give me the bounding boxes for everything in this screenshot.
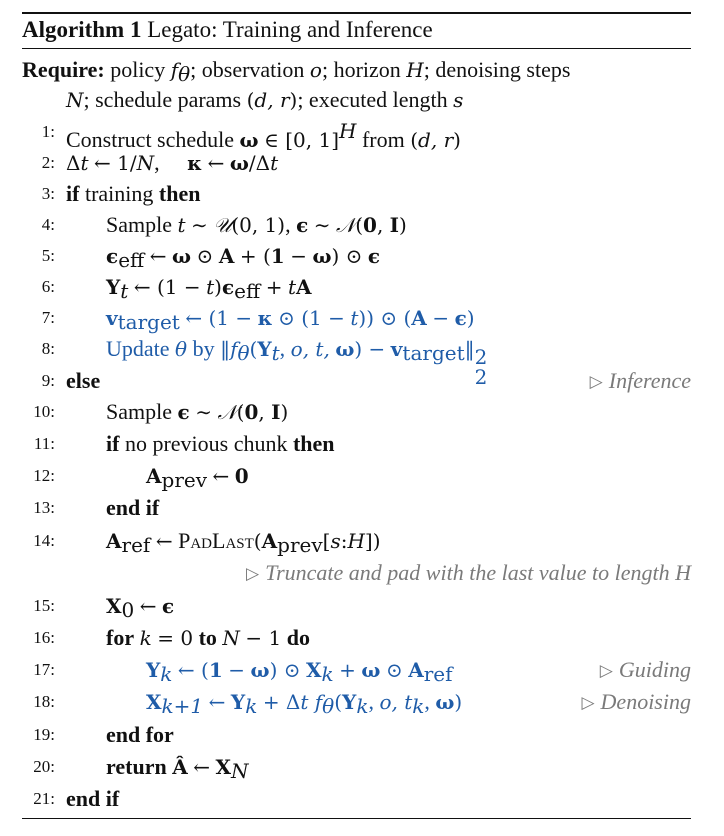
line-number: 19: [33, 725, 55, 744]
line-number: 9: [41, 371, 55, 390]
title-rule [22, 48, 691, 49]
bottom-rule [22, 818, 691, 819]
comment: ▷ Truncate and pad with the last value to length H [246, 560, 691, 585]
require-text: policy [110, 57, 166, 82]
algo-line-16: 16: for k = 0 to N − 1 do [22, 622, 691, 653]
algo-line-20: 20: return Â ← $X_N$ [22, 751, 691, 782]
keyword-end-if: end if [66, 786, 120, 811]
algo-line-1: 1: Construct schedule ω ∈ [0, 1]$^H$ from (d, r) [22, 116, 691, 147]
line-text: no previous chunk [124, 431, 288, 456]
line-number: 6: [41, 277, 55, 296]
line-number: 21: [33, 789, 55, 808]
algo-line-15: 15: $X_0$ ← ϵ [22, 590, 691, 621]
line-text: Construct schedule [66, 127, 235, 152]
line-number: 15: [33, 596, 55, 615]
algorithm-label: Algorithm 1 [22, 17, 142, 42]
comment: ▷ Denoising [581, 689, 691, 714]
keyword-end-if: end if [106, 495, 160, 520]
line-number: 4: [41, 215, 55, 234]
algo-line-8: 8: Update θ by $‖f_\theta(Y_t$, o, t, $\omega) - v_{target}‖$ 2 2 [22, 333, 691, 364]
line-number: 12: [33, 466, 55, 485]
algo-line-18: 18: $X_{k+1}$ ← $Y_k + \Delta t$ $f_\theta(Y_k$, o, $t_k$, ω) ▷ Denoising [22, 686, 691, 717]
algo-line-14-comment [22, 557, 691, 588]
keyword-if: if [66, 181, 80, 206]
algo-line-4: 4: Sample t ∼ 𝒰(0, 1), ϵ ∼ 𝒩(0, I) [22, 209, 691, 240]
line-number: 11: [33, 434, 55, 453]
algo-line-19 [22, 719, 691, 750]
require-line-1: Require: policy $f_\theta$; observation o; horizon H; denoising steps [22, 57, 571, 86]
keyword-do: do [286, 625, 310, 650]
keyword-to: to [198, 625, 217, 650]
algorithm-block [22, 12, 691, 811]
require-text: ; schedule params [83, 87, 242, 112]
algo-line-6: 6: $Y_t$ ← $(1 - t)\epsilon_{eff}$ + tA [22, 271, 691, 302]
algo-line-5: 5: $\epsilon_{eff}$ ← ω ⊙ A + (1 − ω) ⊙ ϵ [22, 240, 691, 271]
algo-line-21 [22, 783, 691, 814]
line-number: 2: [41, 153, 55, 172]
line-number: 3: [41, 184, 55, 203]
comment: ▷ Inference [589, 368, 691, 393]
comment: ▷ Guiding [599, 657, 691, 682]
keyword-return: return [106, 754, 167, 779]
algo-line-13 [22, 492, 691, 523]
line-number: 5: [41, 246, 55, 265]
keyword-then: then [292, 431, 335, 456]
algorithm-name: Legato: Training and Inference [147, 17, 433, 42]
algorithm-title [22, 14, 691, 44]
algo-line-7: 7: $v_{target}$ ← (1 − κ ⊙ (1 − t)) ⊙ (A − ϵ) [22, 302, 691, 333]
function-name: PadLast [178, 528, 254, 553]
require-keyword: Require: [22, 57, 105, 82]
line-number: 8: [41, 339, 55, 358]
triangle-icon: ▷ [599, 661, 613, 680]
require-text: ; denoising steps [423, 57, 571, 82]
keyword-end-for: end for [106, 722, 174, 747]
algo-line-2: 2: Δt ← 1/N, κ ← ω/Δt [22, 147, 691, 178]
algo-line-17: 17: $Y_k$ ← (1 − ω) ⊙ $X_k + \omega$ ⊙ $A_{ref}$ ▷ Guiding [22, 654, 691, 685]
require-text: ; observation [190, 57, 305, 82]
triangle-icon: ▷ [589, 372, 603, 391]
keyword-else: else [66, 368, 101, 393]
line-number: 1: [41, 122, 55, 141]
keyword-then: then [158, 181, 201, 206]
keyword-if: if [106, 431, 120, 456]
line-number: 10: [33, 402, 55, 421]
line-number: 17: [33, 660, 55, 679]
algo-line-9 [22, 365, 691, 396]
require-line-2: N; schedule params (d, r); executed length s [66, 87, 464, 112]
line-number: 20: [33, 757, 55, 776]
line-text: Sample [106, 212, 172, 237]
algo-line-11 [22, 428, 691, 459]
triangle-icon: ▷ [246, 564, 260, 583]
line-text: Update [106, 336, 170, 361]
line-text: training [84, 181, 154, 206]
line-text: Sample [106, 399, 172, 424]
line-number: 7: [41, 308, 55, 327]
keyword-for: for [106, 625, 135, 650]
algo-line-14: 14: $A_{ref}$ ← $PadLast(A_{prev}[s:H])$ [22, 525, 691, 556]
triangle-icon: ▷ [581, 693, 595, 712]
require-text: ; executed length [297, 87, 448, 112]
line-number: 16: [33, 628, 55, 647]
algo-line-3 [22, 178, 691, 209]
require-text: ; horizon [321, 57, 401, 82]
algo-line-10: 10: Sample ϵ ∼ 𝒩(0, I) [22, 396, 691, 427]
line-number: 13: [33, 498, 55, 517]
line-number: 14: [33, 531, 55, 550]
algo-line-12: 12: $A_{prev}$ ← 0 [22, 460, 691, 491]
line-number: 18: [33, 692, 55, 711]
